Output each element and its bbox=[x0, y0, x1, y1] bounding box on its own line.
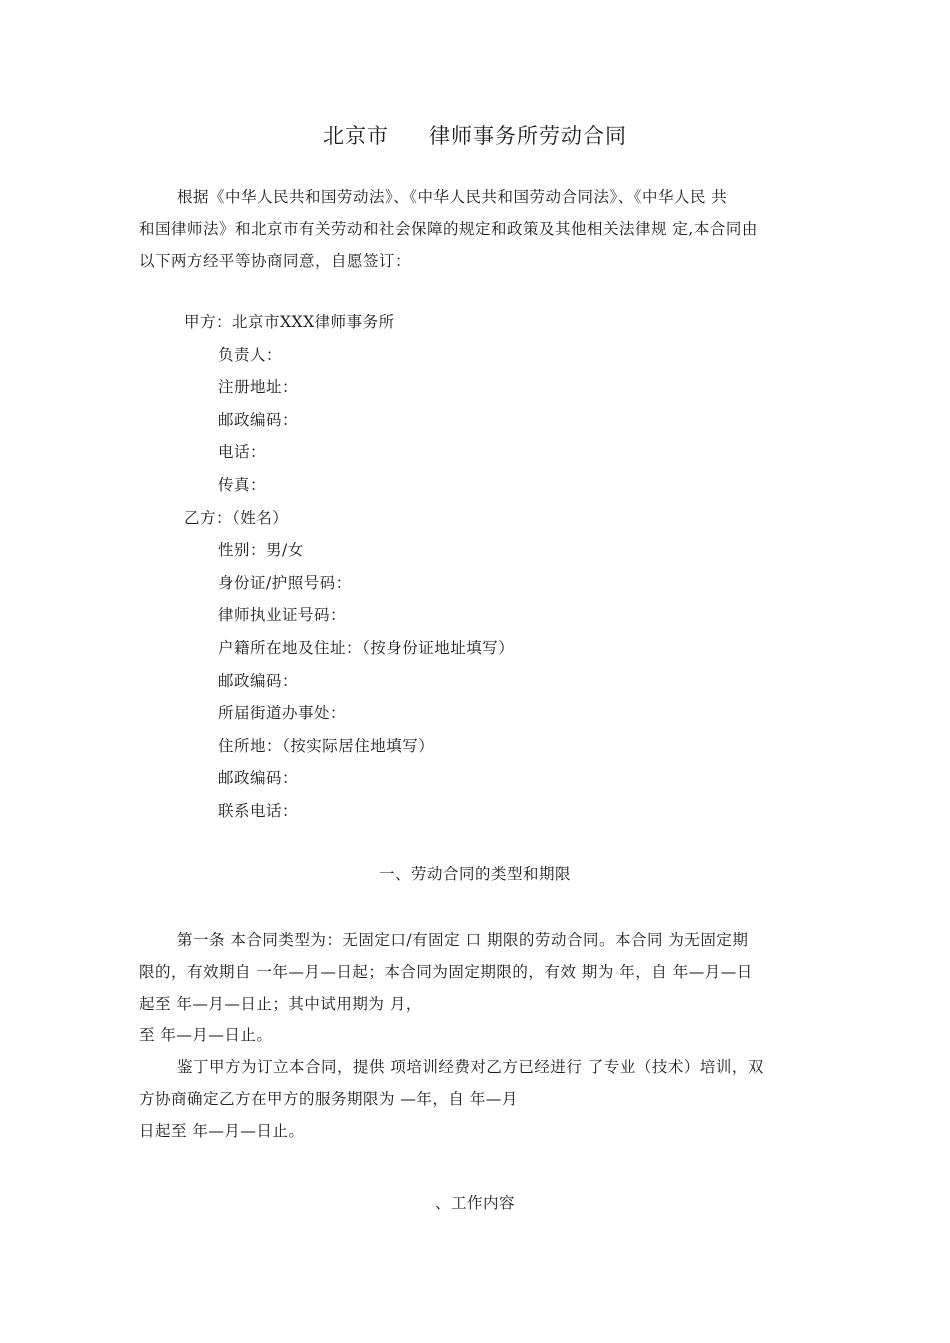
section-heading: 一、劳动合同的类型和期限 bbox=[378, 865, 571, 883]
article-line: 起至 年—月—日止；其中试用期为 月， bbox=[139, 995, 422, 1013]
party-a-field: 传真： bbox=[218, 476, 267, 494]
title-city: 北京市 bbox=[323, 124, 389, 148]
intro-line: 和国律师法》和北京市有关劳动和社会保障的规定和政策及其他相关法律规 定,本合同由 bbox=[139, 220, 758, 238]
party-b-field: 住所地：（按实际居住地填写） bbox=[218, 737, 435, 755]
party-b-field: 性别：男/女 bbox=[218, 541, 304, 559]
party-a-field: 电话： bbox=[218, 443, 267, 461]
party-b-field: 邮政编码： bbox=[218, 672, 299, 690]
party-a-field: 邮政编码： bbox=[218, 411, 299, 429]
party-a-label: 甲方：北京市XXX律师事务所 bbox=[184, 313, 395, 331]
party-a-field: 负责人： bbox=[218, 346, 283, 364]
party-b-field: 联系电话： bbox=[218, 802, 299, 820]
training-line: 鉴丁甲方为订立本合同，提供 项培训经费对乙方已经进行 了专业（技术）培训，双 bbox=[177, 1058, 764, 1076]
party-b-label: 乙方：（姓名） bbox=[184, 509, 289, 527]
article-line: 限的，有效期自 一年—月—日起；本合同为固定期限的，有效 期为 年，自 年—月—日 bbox=[139, 963, 753, 981]
party-b-field: 律师执业证号码： bbox=[218, 606, 347, 624]
party-b-field: 邮政编码： bbox=[218, 769, 299, 787]
party-b-field: 户籍所在地及住址：（按身份证地址填写） bbox=[218, 639, 515, 657]
party-b-field: 所届街道办事处： bbox=[218, 704, 347, 722]
training-line: 方协商确定乙方在甲方的服务期限为 —年，自 年—月 bbox=[139, 1090, 518, 1108]
party-a-field: 注册地址： bbox=[218, 378, 299, 396]
intro-line: 根据《中华人民共和国劳动法》、《中华人民共和国劳动合同法》、《中华人民 共 bbox=[177, 188, 728, 206]
article-line: 第一条 本合同类型为：无固定口/有固定 口 期限的劳动合同。本合同 为无固定期 bbox=[177, 931, 749, 949]
intro-line: 以下两方经平等协商同意，自愿签订： bbox=[139, 252, 412, 270]
article-line: 至 年—月—日止。 bbox=[139, 1026, 273, 1044]
training-line: 日起至 年—月—日止。 bbox=[139, 1122, 305, 1140]
section-heading: 、工作内容 bbox=[434, 1194, 515, 1212]
party-b-field: 身份证/护照号码： bbox=[218, 574, 352, 592]
title-main: 律师事务所劳动合同 bbox=[429, 124, 627, 148]
page-title bbox=[0, 120, 950, 150]
